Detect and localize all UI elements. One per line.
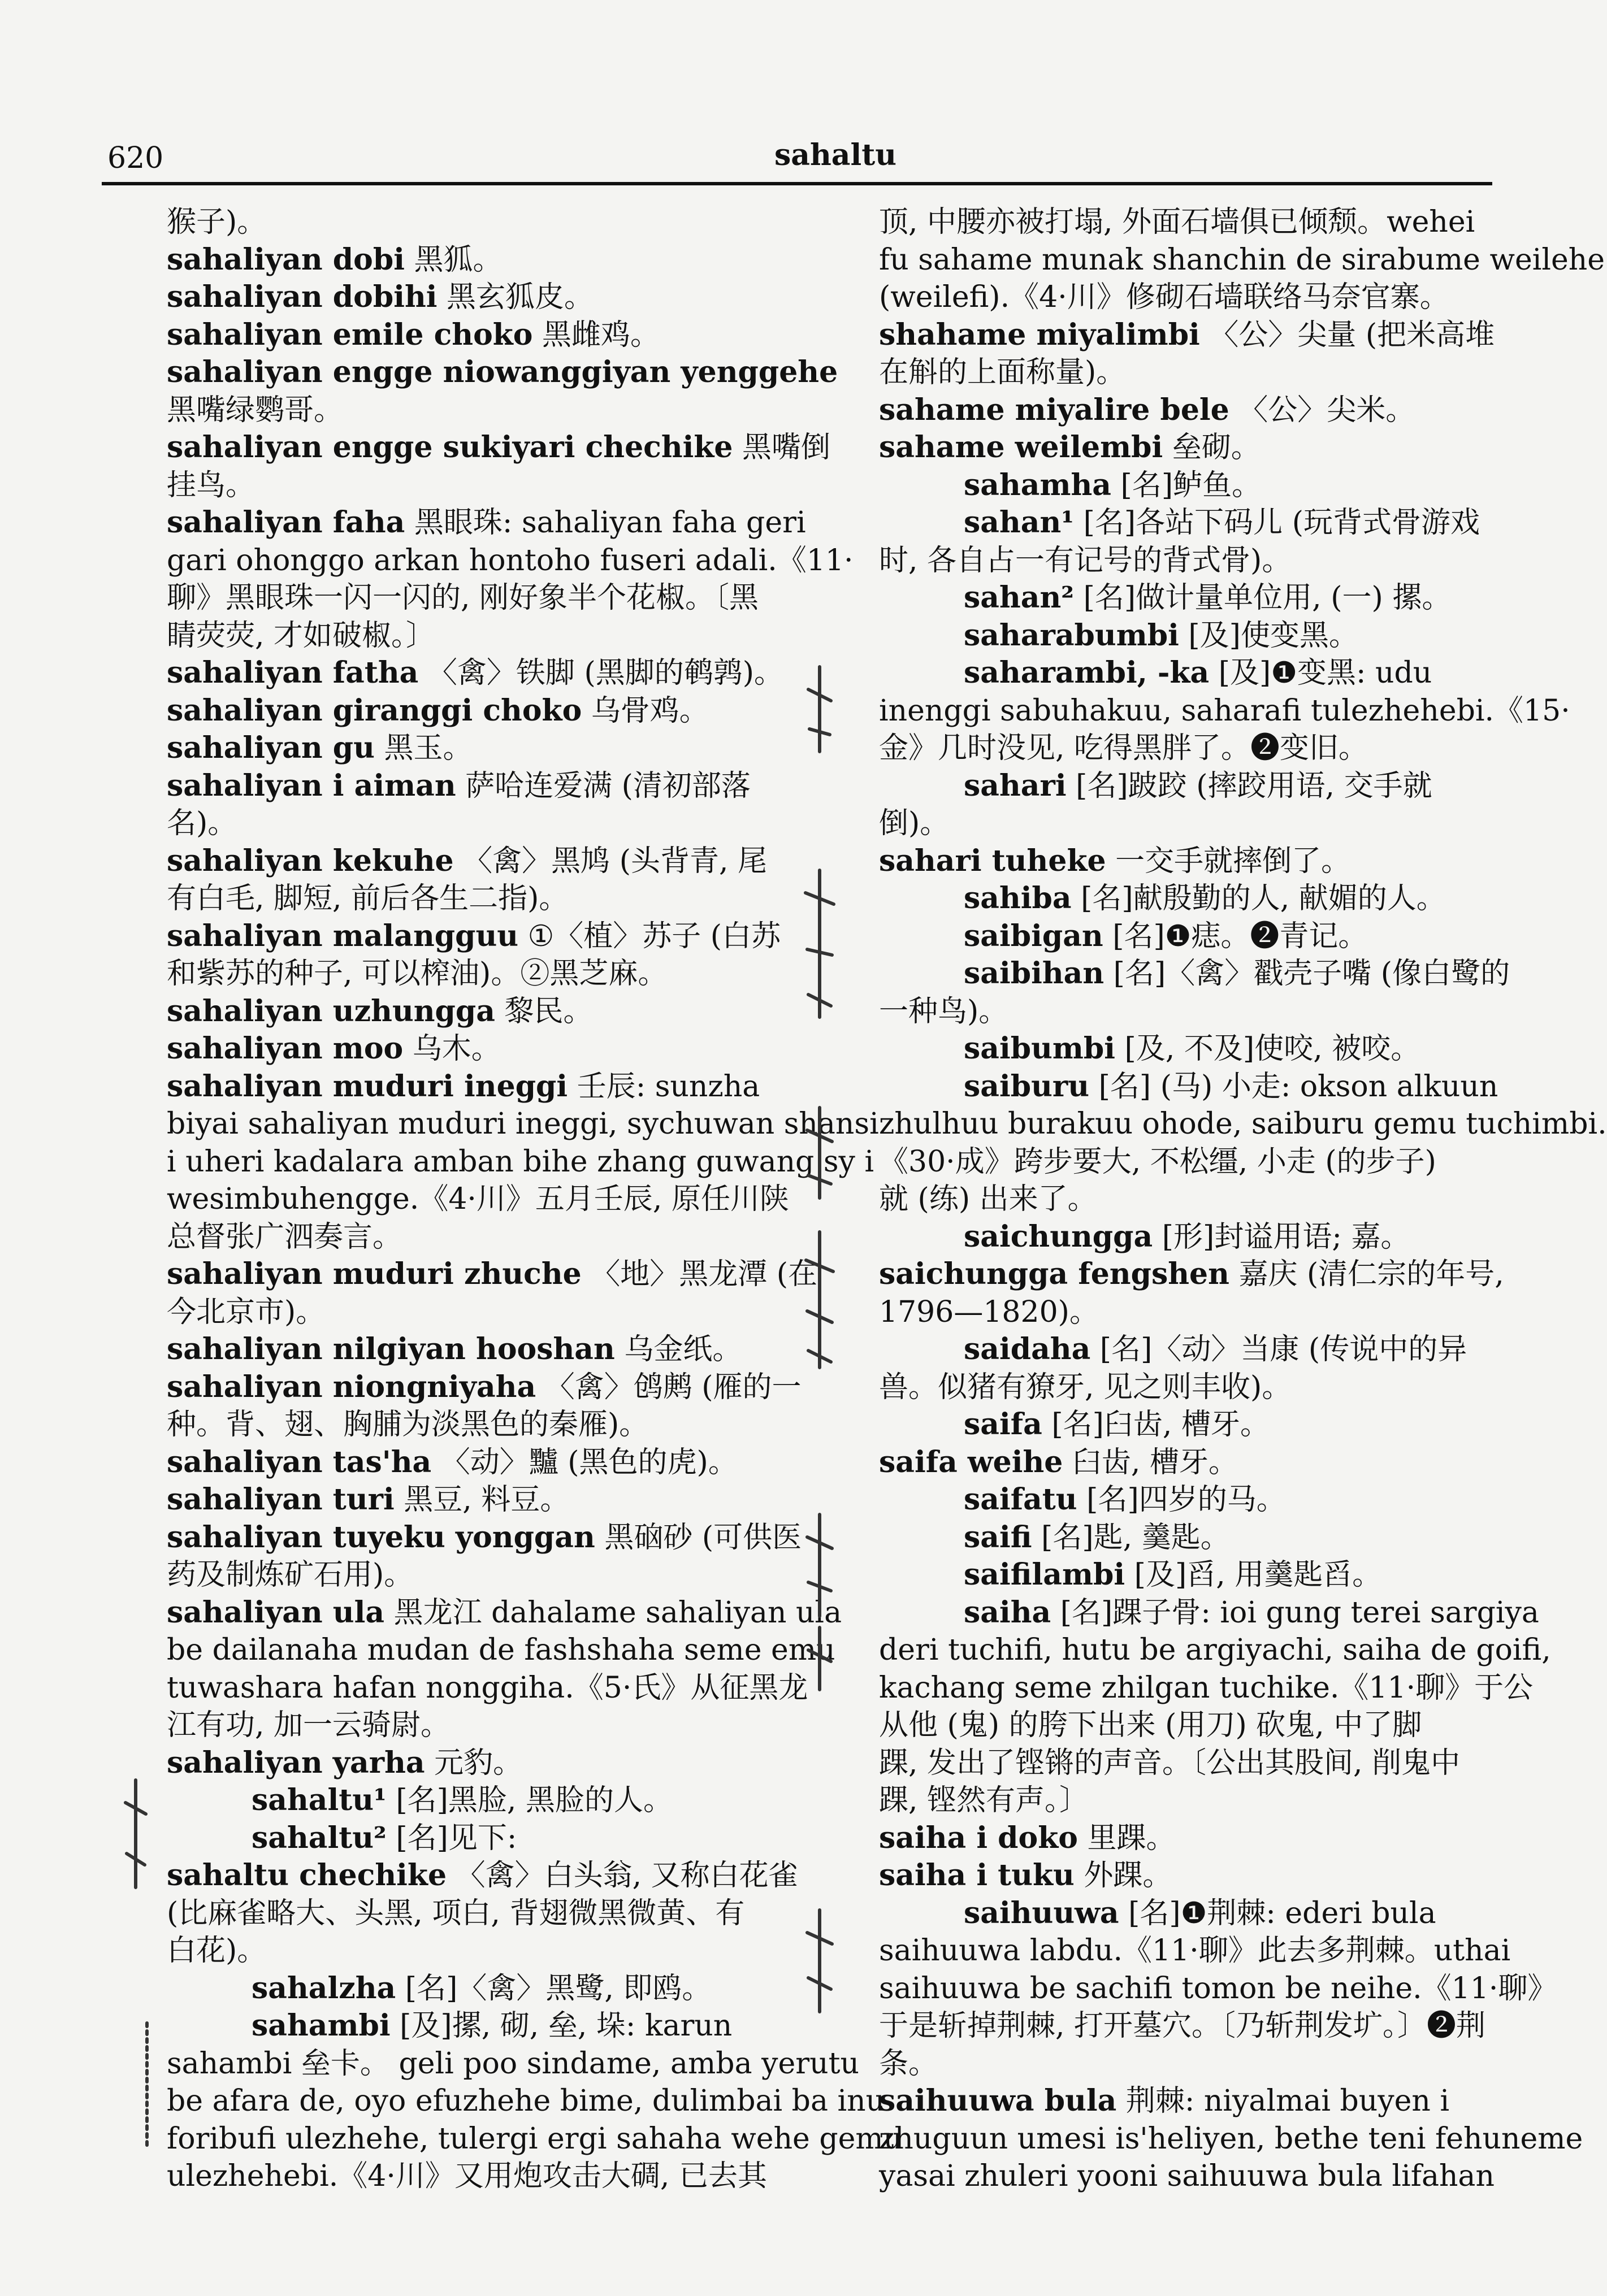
headword: sahaliyan turi bbox=[167, 1482, 395, 1517]
definition-text: [名]匙, 羹匙。 bbox=[1032, 1520, 1230, 1555]
definition-text: ①〈植〉苏子 (白苏 bbox=[518, 919, 781, 953]
definition-text: 药及制炼矿石用)。 bbox=[167, 1558, 414, 1592]
definition-text: 〈禽〉黑鸠 (头背青, 尾 bbox=[453, 844, 768, 878]
definition-text: 于是斩掉荆棘, 打开墓穴。〔乃斩荆发圹。〕❷荆 bbox=[879, 2009, 1486, 2043]
definition-text: [名]四岁的马。 bbox=[1077, 1483, 1286, 1517]
headword: saibumbi bbox=[964, 1031, 1116, 1066]
headword: sahaliyan faha bbox=[167, 505, 405, 540]
headword: sahaliyan muduri zhuche bbox=[167, 1257, 582, 1291]
headword: sahan¹ bbox=[964, 505, 1075, 540]
definition-text: fu sahame munak shanchin de sirabume weilehe bbox=[879, 242, 1605, 277]
definition-text: 嘉庆 (清仁宗的年号, bbox=[1229, 1257, 1504, 1291]
headword: sahaliyan uzhungga bbox=[167, 993, 495, 1028]
headword: saiburu bbox=[964, 1069, 1090, 1104]
definition-text: 里踝。 bbox=[1077, 1821, 1176, 1855]
script-mark bbox=[808, 1627, 831, 1690]
headword: saifilambi bbox=[964, 1557, 1125, 1592]
definition-text: [名]鲈鱼。 bbox=[1111, 468, 1262, 502]
headword: sahaliyan niongniyaha bbox=[167, 1369, 536, 1404]
definition-text: 种。背、翅、胸脯为淡黑色的秦雁)。 bbox=[167, 1408, 649, 1442]
headword: saifi bbox=[964, 1520, 1032, 1555]
definition-text: 黑嘴绿鹦哥。 bbox=[167, 393, 344, 427]
definition-text: 踝, 发出了铿锵的声音。〔公出其股间, 削鬼中 bbox=[879, 1746, 1461, 1780]
definition-text: 外踝。 bbox=[1074, 1859, 1172, 1893]
headword: sahaliyan muduri ineggi bbox=[167, 1069, 568, 1104]
definition-text: [名]〈禽〉黑鹭, 即鸥。 bbox=[396, 1971, 712, 2006]
headword: sahaliyan giranggi choko bbox=[167, 693, 582, 728]
definition-text: 和紫苏的种子, 可以榨油)。②黑芝麻。 bbox=[167, 957, 668, 991]
definition-text: 〈公〉尖米。 bbox=[1229, 393, 1415, 427]
headword: sahamha bbox=[964, 467, 1111, 502]
headword: sahaliyan dobihi bbox=[167, 280, 438, 314]
headword: sahaliyan nilgiyan hooshan bbox=[167, 1332, 615, 1366]
definition-text: 黑豆, 料豆。 bbox=[394, 1483, 570, 1517]
headword: sahaltu chechike bbox=[167, 1858, 447, 1893]
headword: sahaltu¹ bbox=[252, 1783, 387, 1817]
headword: shahame miyalimbi bbox=[879, 317, 1200, 352]
headword: saiha bbox=[964, 1595, 1051, 1630]
headword: sahaliyan malangguu bbox=[167, 918, 519, 953]
headword: sahaliyan emile choko bbox=[167, 317, 533, 352]
headword: saihuuwa bula bbox=[879, 2084, 1117, 2118]
definition-text: [名]❶荆棘: ederi bula bbox=[1119, 1896, 1436, 1930]
script-mark bbox=[808, 667, 831, 752]
script-mark bbox=[125, 1780, 146, 1887]
definition-text: sahambi 垒卡。 geli poo sindame, amba yerutu bbox=[167, 2046, 859, 2081]
script-mark bbox=[807, 1910, 832, 2012]
script-mark bbox=[807, 1108, 832, 1198]
definition-text: 元豹。 bbox=[425, 1746, 523, 1780]
definition-text: be dailanaha mudan de fashshaha seme emu bbox=[167, 1633, 835, 1667]
script-mark bbox=[807, 1514, 832, 1616]
definition-text: wesimbuhengge.《4·川》五月壬辰, 原任川陕 bbox=[167, 1182, 789, 1216]
definition-text: inenggi sabuhakuu, saharafi tulezhehebi.《15· bbox=[879, 693, 1570, 728]
headword: sahambi bbox=[252, 2008, 391, 2043]
definition-text: 垒砌。 bbox=[1163, 431, 1261, 465]
definition-text: foribufi ulezhehe, tulergi ergi sahaha wehe gemu bbox=[167, 2121, 903, 2156]
headword: saibihan bbox=[964, 956, 1104, 991]
definition-text: 〈地〉黑龙潭 (在 bbox=[581, 1257, 818, 1291]
definition-text: [及]摞, 砌, 垒, 垛: karun bbox=[390, 2009, 733, 2043]
definition-text: [及, 不及]使咬, 被咬。 bbox=[1115, 1032, 1420, 1066]
definition-text: [名]踝子骨: ioi gung terei sargiya bbox=[1051, 1595, 1539, 1630]
definition-text: 猴子)。 bbox=[167, 205, 267, 239]
definition-text: [名]跛跤 (摔跤用语, 交手就 bbox=[1066, 769, 1432, 803]
definition-text: 名)。 bbox=[167, 806, 237, 840]
headword: saiha i tuku bbox=[879, 1858, 1075, 1893]
definition-text: (weilefi).《4·川》修砌石墙联络马奈官寨。 bbox=[879, 280, 1449, 314]
definition-text: 条。 bbox=[879, 2046, 938, 2081]
definition-text: 壬辰: sunzha bbox=[568, 1069, 760, 1104]
headword: sahame miyalire bele bbox=[879, 392, 1229, 427]
definition-text: be afara de, oyo efuzhehe bime, dulimbai ba inu bbox=[167, 2084, 885, 2118]
definition-text: [名]见下: bbox=[386, 1821, 517, 1855]
definition-text: [名]❶痣。❷青记。 bbox=[1103, 919, 1368, 953]
definition-text: 一种鸟)。 bbox=[879, 994, 1008, 1028]
definition-text: 黑龙江 dahalame sahaliyan ula bbox=[384, 1595, 842, 1630]
definition-text: 荆棘: niyalmai buyen i bbox=[1116, 2084, 1450, 2118]
headword: sahaliyan kekuhe bbox=[167, 843, 454, 878]
script-mark bbox=[805, 870, 834, 1017]
headword: sahaliyan engge niowanggiyan yenggehe bbox=[167, 355, 838, 389]
definition-text: saihuuwa be sachifi tomon be neihe.《11·聊》 bbox=[879, 1971, 1557, 2006]
definition-text: 兽。似猪有獠牙, 见之则丰收)。 bbox=[879, 1370, 1292, 1404]
definition-text: [及]使变黑。 bbox=[1179, 618, 1358, 653]
definition-text: 时, 各自占一有记号的背式骨)。 bbox=[879, 543, 1292, 578]
definition-text: 黑狐。 bbox=[404, 242, 503, 277]
definition-text: gari ohonggo arkan hontoho fuseri adali.《11· bbox=[167, 543, 854, 578]
definition-text: 江有功, 加一云骑尉。 bbox=[167, 1708, 451, 1742]
headword: saifatu bbox=[964, 1482, 1077, 1517]
definition-text: [名]做计量单位用, (一) 摞。 bbox=[1074, 581, 1452, 615]
headword: sahari bbox=[964, 768, 1067, 803]
definition-text: 臼齿, 槽牙。 bbox=[1063, 1445, 1238, 1479]
definition-text: 黑嘴倒 bbox=[733, 431, 831, 465]
headword: saharabumbi bbox=[964, 618, 1179, 653]
headword: saidaha bbox=[964, 1332, 1091, 1366]
definition-text: 踝, 铿然有声。〕 bbox=[879, 1783, 1089, 1817]
definition-text: i uheri kadalara amban bihe zhang guwang sy i bbox=[167, 1144, 874, 1179]
definition-text: kachang seme zhilgan tuchike.《11·聊》于公 bbox=[879, 1670, 1534, 1705]
definition-text: [名]黑脸, 黑脸的人。 bbox=[386, 1783, 673, 1817]
definition-text: 黑眼珠: sahaliyan faha geri bbox=[405, 506, 806, 540]
headword: saichungga bbox=[964, 1219, 1153, 1254]
headword: sahaltu² bbox=[252, 1820, 387, 1855]
definition-text: 总督张广泗奏言。 bbox=[167, 1219, 402, 1254]
definition-text: 乌木。 bbox=[403, 1032, 501, 1066]
definition-text: 在斛的上面称量)。 bbox=[879, 355, 1126, 389]
definition-text: 睛荧荧, 才如破椒。〕 bbox=[167, 618, 436, 653]
definition-text: [名]臼齿, 槽牙。 bbox=[1042, 1408, 1270, 1442]
definition-text: 〈动〉黸 (黑色的虎)。 bbox=[431, 1445, 738, 1479]
headword: sahaliyan engge sukiyari chechike bbox=[167, 430, 733, 465]
headword: sahaliyan moo bbox=[167, 1031, 404, 1066]
definition-text: 1796—1820)。 bbox=[879, 1295, 1099, 1329]
headword: sahame weilembi bbox=[879, 430, 1163, 465]
definition-text: [名] (马) 小走: okson alkuun bbox=[1089, 1069, 1498, 1104]
definition-text: 白花)。 bbox=[167, 1934, 267, 1968]
definition-text: 乌骨鸡。 bbox=[582, 693, 709, 728]
headword: sahan² bbox=[964, 580, 1075, 615]
definition-text: 黑硇砂 (可供医 bbox=[595, 1520, 802, 1555]
definition-text: zhuguun umesi is'heliyen, bethe teni fehuneme bbox=[879, 2121, 1583, 2156]
headword: sahaliyan dobi bbox=[167, 242, 405, 277]
definition-text: [名]各站下码儿 (玩背式骨游戏 bbox=[1074, 506, 1480, 540]
definition-text: 〈公〉尖量 (把米高堆 bbox=[1199, 318, 1495, 352]
headword: saichungga fengshen bbox=[879, 1257, 1229, 1291]
definition-text: 顶, 中腰亦被打塌, 外面石墙俱已倾颓。wehei bbox=[879, 205, 1475, 239]
definition-text: 黎民。 bbox=[495, 994, 593, 1028]
headword: sahari tuheke bbox=[879, 843, 1106, 878]
definition-text: 一交手就摔倒了。 bbox=[1106, 844, 1351, 878]
definition-text: 有白毛, 脚短, 前后各生二指)。 bbox=[167, 882, 569, 915]
script-mark bbox=[806, 1232, 833, 1368]
definition-text: saihuuwa labdu.《11·聊》此去多荆棘。uthai bbox=[879, 1934, 1511, 1968]
definition-text: 乌金纸。 bbox=[614, 1333, 742, 1366]
page-number: 620 bbox=[107, 141, 164, 175]
definition-text: 就 (练) 出来了。 bbox=[879, 1182, 1097, 1216]
headword: sahaliyan tuyeku yonggan bbox=[167, 1520, 595, 1555]
headword: saifa bbox=[964, 1407, 1042, 1442]
headword: saiha i doko bbox=[879, 1820, 1078, 1855]
definition-text: 金》几时没见, 吃得黑胖了。❷变旧。 bbox=[879, 731, 1368, 765]
running-head: sahaltu bbox=[774, 138, 897, 172]
definition-text: zhulhuu burakuu ohode, saiburu gemu tuchimbi. bbox=[879, 1107, 1607, 1141]
definition-text: 《30·成》跨步要大, 不松缰, 小走 (的步子) bbox=[879, 1144, 1436, 1179]
headword: sahaliyan gu bbox=[167, 731, 375, 765]
definition-text: 〈禽〉铁脚 (黑脚的鹌鹑)。 bbox=[418, 656, 784, 690]
definition-text: 〈禽〉白头翁, 又称白花雀 bbox=[447, 1859, 798, 1893]
definition-text: [名]献殷勤的人, 献媚的人。 bbox=[1071, 882, 1446, 915]
definition-text: 萨哈连爱满 (清初部落 bbox=[456, 769, 751, 803]
headword: saihuuwa bbox=[964, 1895, 1119, 1930]
definition-text: 黑玉。 bbox=[374, 731, 473, 765]
definition-text: [名]〈动〉当康 (传说中的异 bbox=[1090, 1333, 1467, 1366]
definition-text: [形]封谥用语; 嘉。 bbox=[1153, 1219, 1410, 1254]
definition-text: 今北京市)。 bbox=[167, 1295, 326, 1329]
definition-text: 挂鸟。 bbox=[167, 468, 255, 502]
headword: sahaliyan tas'ha bbox=[167, 1444, 432, 1479]
definition-text: [名]〈禽〉戳壳子嘴 (像白鹭的 bbox=[1104, 957, 1510, 991]
headword: saifa weihe bbox=[879, 1444, 1063, 1479]
headword: saibigan bbox=[964, 918, 1103, 953]
definition-text: biyai sahaliyan muduri ineggi, sychuwan shansi bbox=[167, 1107, 879, 1141]
definition-text: tuwashara hafan nonggiha.《5·氏》从征黑龙 bbox=[167, 1670, 808, 1705]
definition-text: 聊》黑眼珠一闪一闪的, 刚好象半个花椒。〔黑 bbox=[167, 581, 759, 615]
definition-text: ulezhehebi.《4·川》又用炮攻击大碉, 已去其 bbox=[167, 2159, 767, 2193]
definition-text: 〈禽〉鸧鹒 (雁的一 bbox=[536, 1370, 802, 1404]
definition-text: yasai zhuleri yooni saihuuwa bula lifahan bbox=[879, 2159, 1495, 2193]
definition-text: (比麻雀略大、头黑, 项白, 背翅微黑微黄、有 bbox=[167, 1896, 745, 1930]
headword: sahaliyan ula bbox=[167, 1595, 385, 1630]
definition-text: [及]舀, 用羹匙舀。 bbox=[1125, 1558, 1382, 1592]
definition-text: [及]❶变黑: udu bbox=[1209, 656, 1432, 690]
headword: sahaliyan i aiman bbox=[167, 768, 456, 803]
definition-text: 黑玄狐皮。 bbox=[437, 280, 594, 314]
headword: sahaliyan fatha bbox=[167, 656, 419, 690]
definition-text: deri tuchifi, hutu be argiyachi, saiha de goifi, bbox=[879, 1633, 1551, 1667]
headword: sahiba bbox=[964, 881, 1072, 915]
headword: saharambi, -ka bbox=[964, 656, 1210, 690]
headword: sahaliyan yarha bbox=[167, 1745, 425, 1780]
definition-text: 黑雌鸡。 bbox=[532, 318, 660, 352]
definition-text: 倒)。 bbox=[879, 806, 950, 840]
headword: sahalzha bbox=[252, 1971, 396, 2006]
definition-text: 从他 (鬼) 的胯下出来 (用刀) 砍鬼, 中了脚 bbox=[879, 1708, 1422, 1742]
